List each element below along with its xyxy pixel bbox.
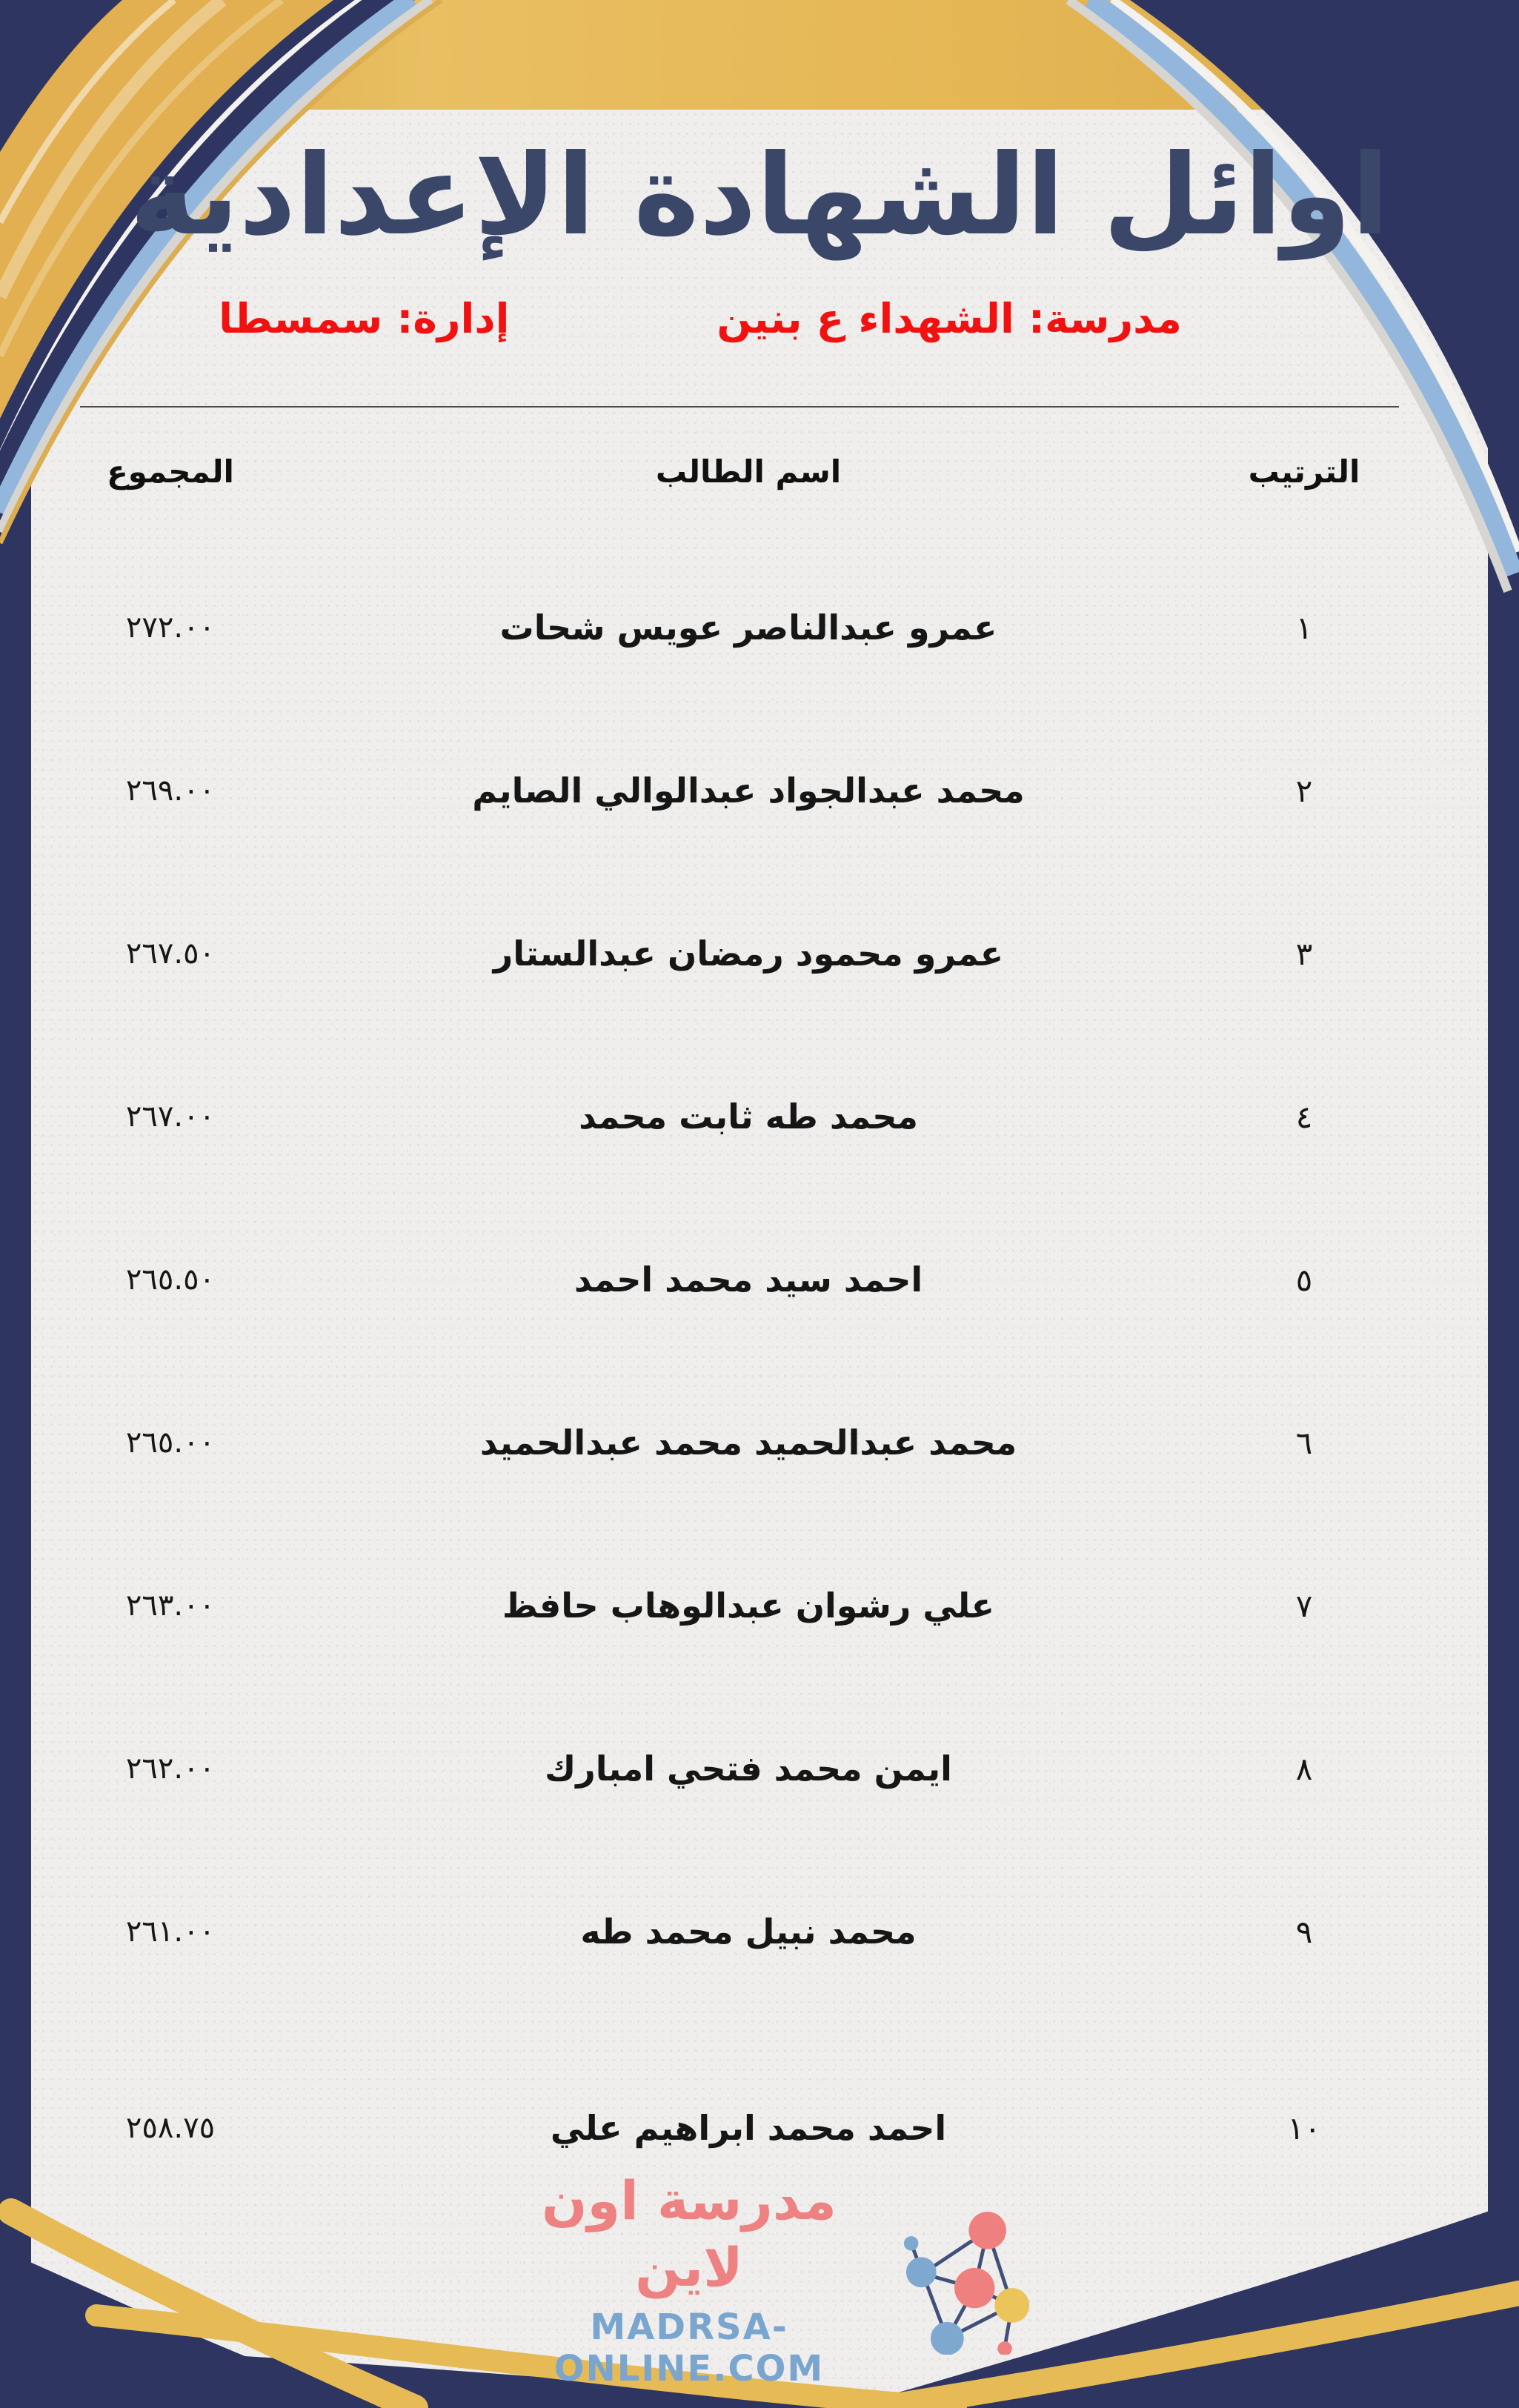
student-name: محمد عبدالحميد محمد عبدالحميد [479,1423,1017,1463]
rank-value: ٩ [1295,1913,1313,1950]
table-row [0,1198,1519,1361]
table-row [0,872,1519,1035]
rank-value: ٦ [1295,1424,1313,1461]
admin-label: إدارة: سمسطا [219,295,510,342]
rank-value: ١ [1295,609,1313,646]
header-student-name: اسم الطالب [655,453,842,490]
student-name: ايمن محمد فتحي امبارك [545,1749,952,1789]
school-admin-line [0,295,1460,342]
rank-value: ٤ [1295,1098,1313,1135]
total-value: ٢٥٨.٧٥ [125,2111,216,2145]
student-name: محمد عبدالجواد عبدالوالي الصايم [472,771,1025,811]
results-table [0,546,1519,2209]
brand-arabic: مدرسة اون لاين [541,2169,837,2298]
header-total: المجموع [107,453,234,490]
header-rank: الترتيب [1248,453,1360,490]
table-header-row [0,442,1519,501]
total-value: ٢٦٥.٥٠ [125,1263,216,1297]
table-row [0,546,1519,709]
school-label: مدرسة: الشهداء ع بنين [717,295,1182,342]
rank-value: ٢ [1295,772,1313,809]
total-value: ٢٦٢.٠٠ [125,1752,216,1786]
table-row [0,1850,1519,2013]
total-value: ٢٦٧.٥٠ [125,937,216,971]
rank-value: ٣ [1295,935,1313,972]
total-value: ٢٦٩.٠٠ [125,774,216,808]
table-row [0,1035,1519,1198]
brand-text-block [489,2167,889,2389]
page-title: اوائل الشهادة الإعدادية [130,131,1389,260]
student-name: محمد طه ثابت محمد [579,1097,918,1137]
student-name: علي رشوان عبدالوهاب حافظ [502,1586,995,1626]
student-name: محمد نبيل محمد طه [580,1912,917,1952]
table-row [0,1687,1519,1850]
rank-value: ٧ [1295,1587,1313,1624]
total-value: ٢٧٢.٠٠ [125,611,216,645]
table-row [0,1361,1519,1524]
student-name: عمرو محمود رمضان عبدالستار [493,934,1004,974]
brand-domain: MADRSA-ONLINE.COM [554,2306,825,2389]
total-value: ٢٦١.٠٠ [125,1915,216,1949]
table-row [0,709,1519,872]
rank-value: ٨ [1295,1750,1313,1787]
rank-value: ١٠ [1287,2109,1321,2146]
student-name: عمرو عبدالناصر عويس شحات [499,608,997,648]
student-name: احمد محمد ابراهيم علي [550,2108,947,2148]
network-nodes-icon [903,2203,1032,2355]
rank-value: ٥ [1295,1261,1313,1298]
total-value: ٢٦٣.٠٠ [125,1589,216,1623]
total-value: ٢٦٧.٠٠ [125,1100,216,1134]
student-name: احمد سيد محمد احمد [574,1260,923,1300]
table-row [0,1524,1519,1687]
site-watermark [489,2167,1032,2389]
total-value: ٢٦٥.٠٠ [125,1426,216,1460]
header-divider [80,406,1399,408]
